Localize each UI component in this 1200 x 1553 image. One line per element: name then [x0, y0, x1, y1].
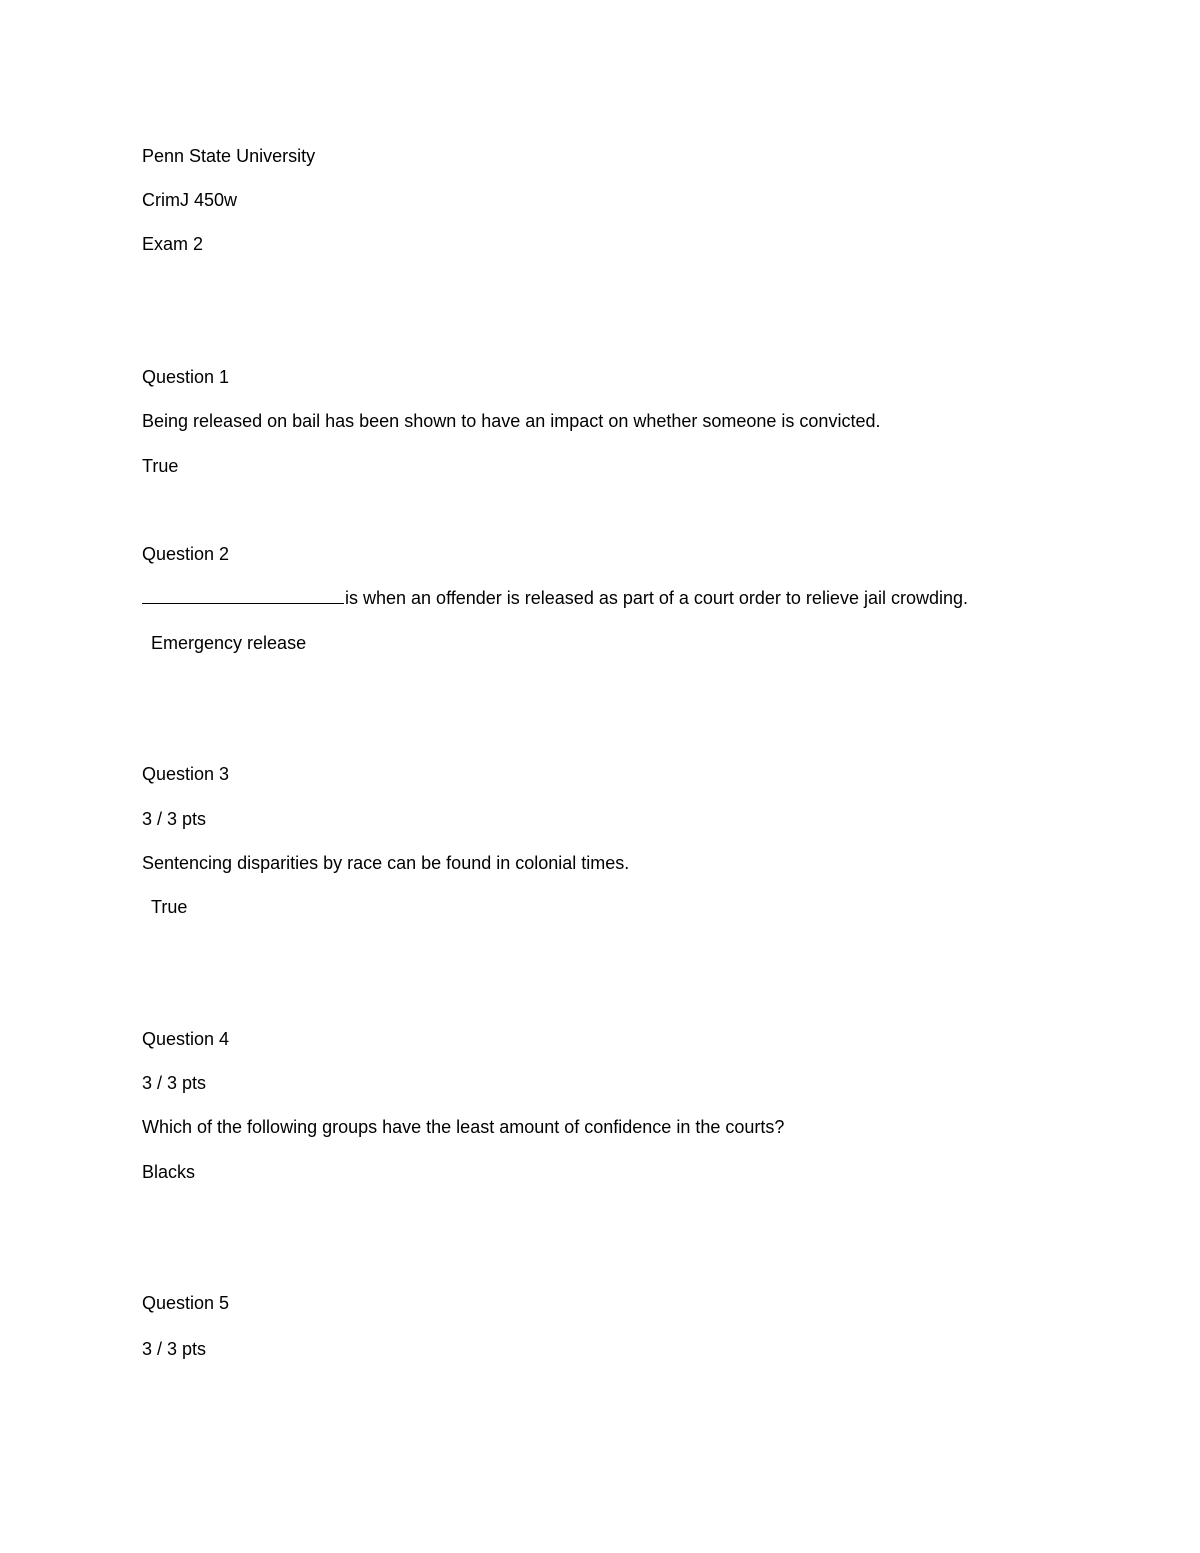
question-2-prompt-line	[142, 587, 968, 609]
question-2-label: Question 2	[142, 544, 230, 564]
question-3-label: Question 3	[142, 764, 230, 784]
question-5-label: Question 5	[142, 1293, 230, 1313]
question-5-points: 3 / 3 pts	[142, 1339, 207, 1359]
question-2-prompt: is when an offender is released as part of a court order to relieve jail crowding.	[345, 588, 969, 608]
question-1-answer: True	[142, 456, 179, 476]
question-4-label: Question 4	[142, 1029, 230, 1049]
exam-title: Exam 2	[142, 234, 204, 254]
institution-name: Penn State University	[142, 146, 316, 166]
question-4-prompt: Which of the following groups have the least amount of confidence in the courts?	[142, 1117, 785, 1137]
question-1-label: Question 1	[142, 367, 230, 387]
question-4-points: 3 / 3 pts	[142, 1073, 207, 1093]
question-3-prompt: Sentencing disparities by race can be found in colonial times.	[142, 853, 630, 873]
question-3-points: 3 / 3 pts	[142, 809, 207, 829]
question-3-answer: True	[151, 897, 188, 917]
question-2-answer: Emergency release	[151, 633, 307, 653]
course-code: CrimJ 450w	[142, 190, 238, 210]
question-4-answer: Blacks	[142, 1162, 196, 1182]
fill-in-blank	[142, 587, 344, 604]
question-1-prompt: Being released on bail has been shown to have an impact on whether someone is convicted.	[142, 411, 881, 431]
